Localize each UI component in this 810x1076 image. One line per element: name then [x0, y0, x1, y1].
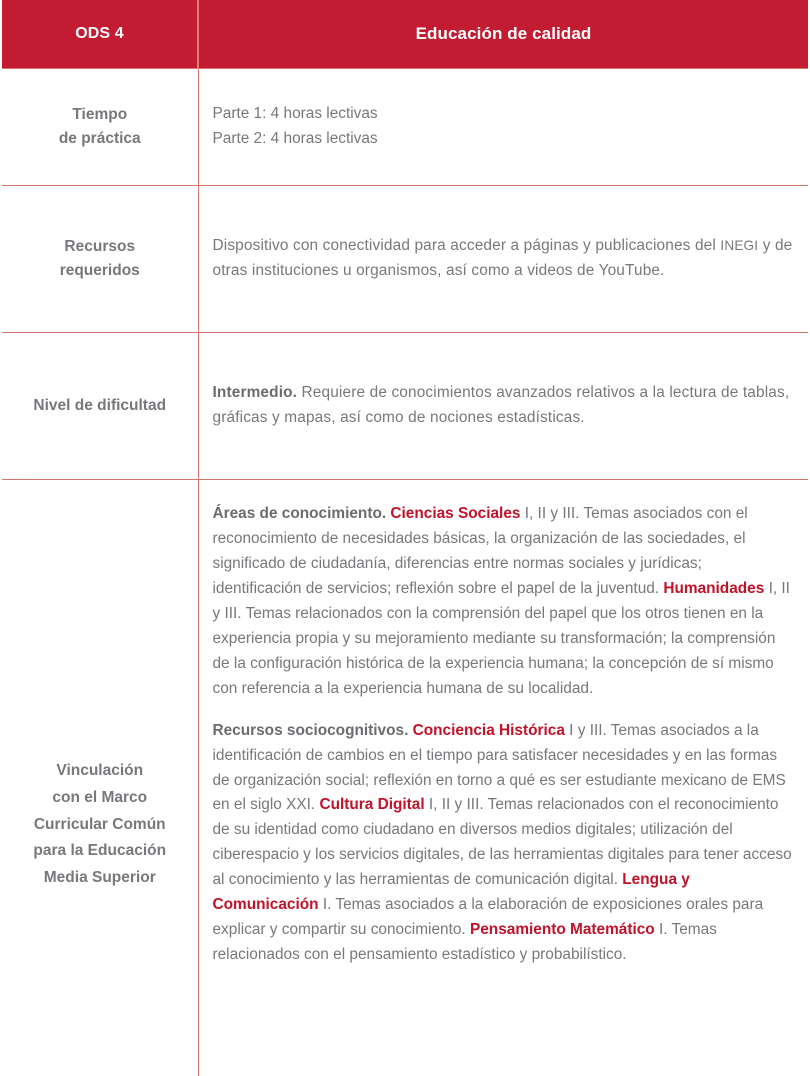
row-label-line: Tiempo	[72, 106, 128, 124]
term-conciencia-historica: Conciencia Histórica	[412, 721, 565, 739]
row-label-line: Recursos	[64, 238, 136, 256]
nivel-dificultad-valor: Intermedio.	[212, 384, 298, 402]
table-row-vinculacion-mccems	[2, 480, 808, 1076]
row-label-line: de práctica	[58, 130, 141, 147]
nivel-dificultad-descripcion: Requiere de conocimientos avanzados relativos a la lectura de tablas, gráficas y mapas, así como de nociones estadísticas.	[212, 384, 790, 426]
table-row-recursos-requeridos	[2, 186, 808, 333]
row-value-tiempo	[198, 69, 808, 186]
recursos-text-a: Dispositivo con conectividad para acceder a páginas y publicaciones del	[212, 237, 721, 255]
text-conciencia-historica: I y III. Temas asociados a la identificación de cambios en el tiempo para satisfacer necesidades y en las formas de organización social; reflexión en torno a qué es ser estudiante mexicano de EMS en el siglo XXI.	[212, 721, 786, 814]
tiempo-parte-1: Parte 1: 4 horas lectivas	[212, 105, 378, 123]
row-value-recursos	[198, 186, 808, 333]
row-value-vinculacion	[198, 480, 808, 1076]
term-humanidades: Humanidades	[663, 579, 765, 597]
term-ciencias-sociales: Ciencias Sociales	[390, 505, 521, 522]
paragraph-recursos-sociocognitivos	[213, 719, 795, 969]
lead-recursos-sociocognitivos: Recursos sociocognitivos.	[212, 721, 409, 739]
recursos-text-b: y de otras instituciones u organismos, así como a videos de YouTube.	[212, 237, 793, 279]
row-value-nivel-dificultad	[198, 333, 808, 480]
text-lengua-y-comunicacion: I. Temas asociados a la elaboración de exposiciones orales para explicar y compartir su conocimiento.	[212, 896, 764, 939]
row-label-line: para la Educación	[33, 842, 167, 860]
row-label-nivel-dificultad	[2, 333, 198, 480]
row-label-line: requeridos	[59, 262, 140, 279]
text-humanidades: I, II y III. Temas relacionados con la comprensión del papel que los otros tienen en la experiencia propia y su mejoramiento mediante su transformación; la comprensión de la configuración histórica de la experiencia humana; la concepción de sí mismo con referencia a la experiencia humana de su localidad.	[212, 579, 790, 697]
text-ciencias-sociales: I, II y III. Temas asociados con el reconocimiento de necesidades básicas, la organización de las sociedades, el significado de ciudadanía, diferencias entre normas sociales y jurídicas; identificación de servicios; reflexión sobre el papel de la juventud.	[212, 505, 748, 597]
row-label-tiempo	[2, 69, 198, 186]
row-label-line: Vinculación	[56, 762, 144, 780]
term-pensamiento-matematico: Pensamiento Matemático	[469, 921, 655, 939]
lead-areas-de-conocimiento: Áreas de conocimiento.	[212, 505, 387, 522]
text-cultura-digital: I, II y III. Temas relacionados con el reconocimiento de su identidad como ciudadano en diversos medios digitales; utilización del ciberespacio y los servicios digitales, de las herramientas digitales para tener acceso al conocimiento y las herramientas de comunicación digital.	[212, 796, 792, 889]
row-label-line: Curricular Común	[33, 815, 166, 833]
row-label-line: Media Superior	[43, 868, 156, 886]
row-label-vinculacion	[2, 480, 198, 1076]
text-pensamiento-matematico: I. Temas relacionados con el pensamiento estadístico y probabilístico.	[212, 921, 717, 964]
term-cultura-digital: Cultura Digital	[319, 796, 425, 814]
paragraph-areas-de-conocimiento	[213, 502, 795, 702]
term-lengua-y-comunicacion: Lengua y Comunicación	[212, 871, 690, 914]
header-ods-label: ODS 4	[2, 0, 198, 69]
table-header-row	[2, 0, 808, 69]
row-label-line: con el Marco	[52, 789, 148, 807]
row-label-recursos	[2, 186, 198, 333]
tiempo-parte-2: Parte 2: 4 horas lectivas	[212, 130, 378, 147]
header-ods-title: Educación de calidad	[198, 0, 808, 69]
row-label-line: Nivel de dificultad	[33, 397, 167, 415]
inegi-acronym: INEGI	[720, 238, 759, 254]
table-row-tiempo-de-practica	[2, 69, 808, 186]
ods-info-table	[2, 0, 808, 1076]
table-row-nivel-de-dificultad	[2, 333, 808, 480]
